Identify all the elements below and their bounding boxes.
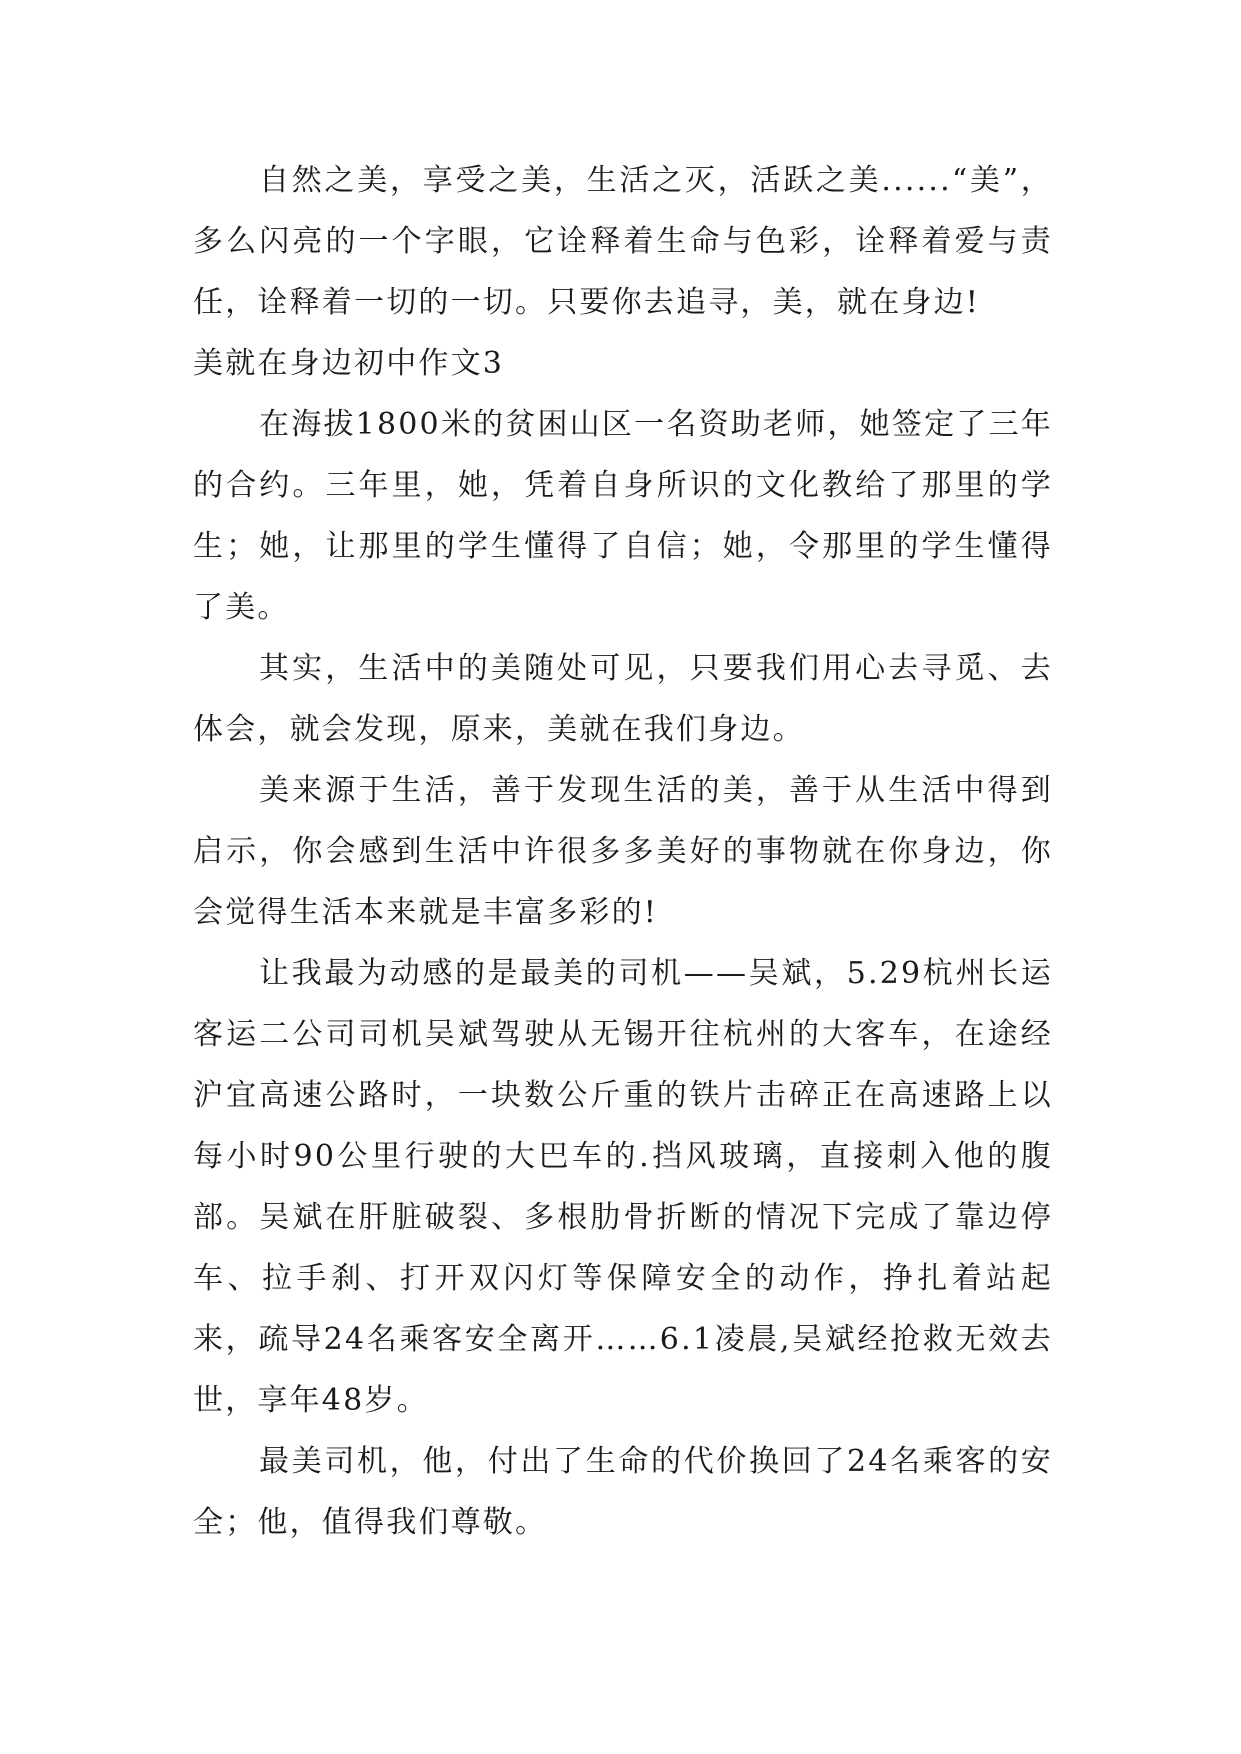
paragraph-teacher: 在海拔1800米的贫困山区一名资助老师，她签定了三年的合约。三年里，她，凭着自身所识的文化教给了那里的学生；她，让那里的学生懂得了自信；她，令那里的学生懂得了美。 [193, 407, 1053, 625]
essay-heading: 美就在身边初中作文3 [193, 346, 505, 381]
paragraph-intro: 自然之美，享受之美，生活之灭，活跃之美......“美”，多么闪亮的一个字眼，它诠释着生命与色彩，诠释着爱与责任，诠释着一切的一切。只要你去追寻，美，就在身边! [193, 163, 1053, 320]
paragraph-driver-conclusion: 最美司机，他，付出了生命的代价换回了24名乘客的安全；他，值得我们尊敬。 [193, 1444, 1053, 1540]
paragraph-beauty-from-life: 美来源于生活，善于发现生活的美，善于从生活中得到启示，你会感到生活中许很多多美好的事物就在你身边，你会觉得生活本来就是丰富多彩的! [193, 773, 1053, 930]
paragraph-beauty-everywhere: 其实，生活中的美随处可见，只要我们用心去寻觅、去体会，就会发现，原来，美就在我们身边。 [193, 651, 1053, 747]
document-page [193, 150, 1053, 1553]
paragraph-driver-story: 让我最为动感的是最美的司机——吴斌，5.29杭州长运客运二公司司机吴斌驾驶从无锡开往杭州的大客车，在途经沪宜高速公路时，一块数公斤重的铁片击碎正在高速路上以每小时90公里行驶的大巴车的.挡风玻璃，直接刺入他的腹部。吴斌在肝脏破裂、多根肋骨折断的情况下完成了靠边停车、拉手刹、打开双闪灯等保障安全的动作，挣扎着站起来，疏导24名乘客安全离开……6.1凌晨,吴斌经抢救无效去世，享年48岁。 [193, 956, 1053, 1418]
